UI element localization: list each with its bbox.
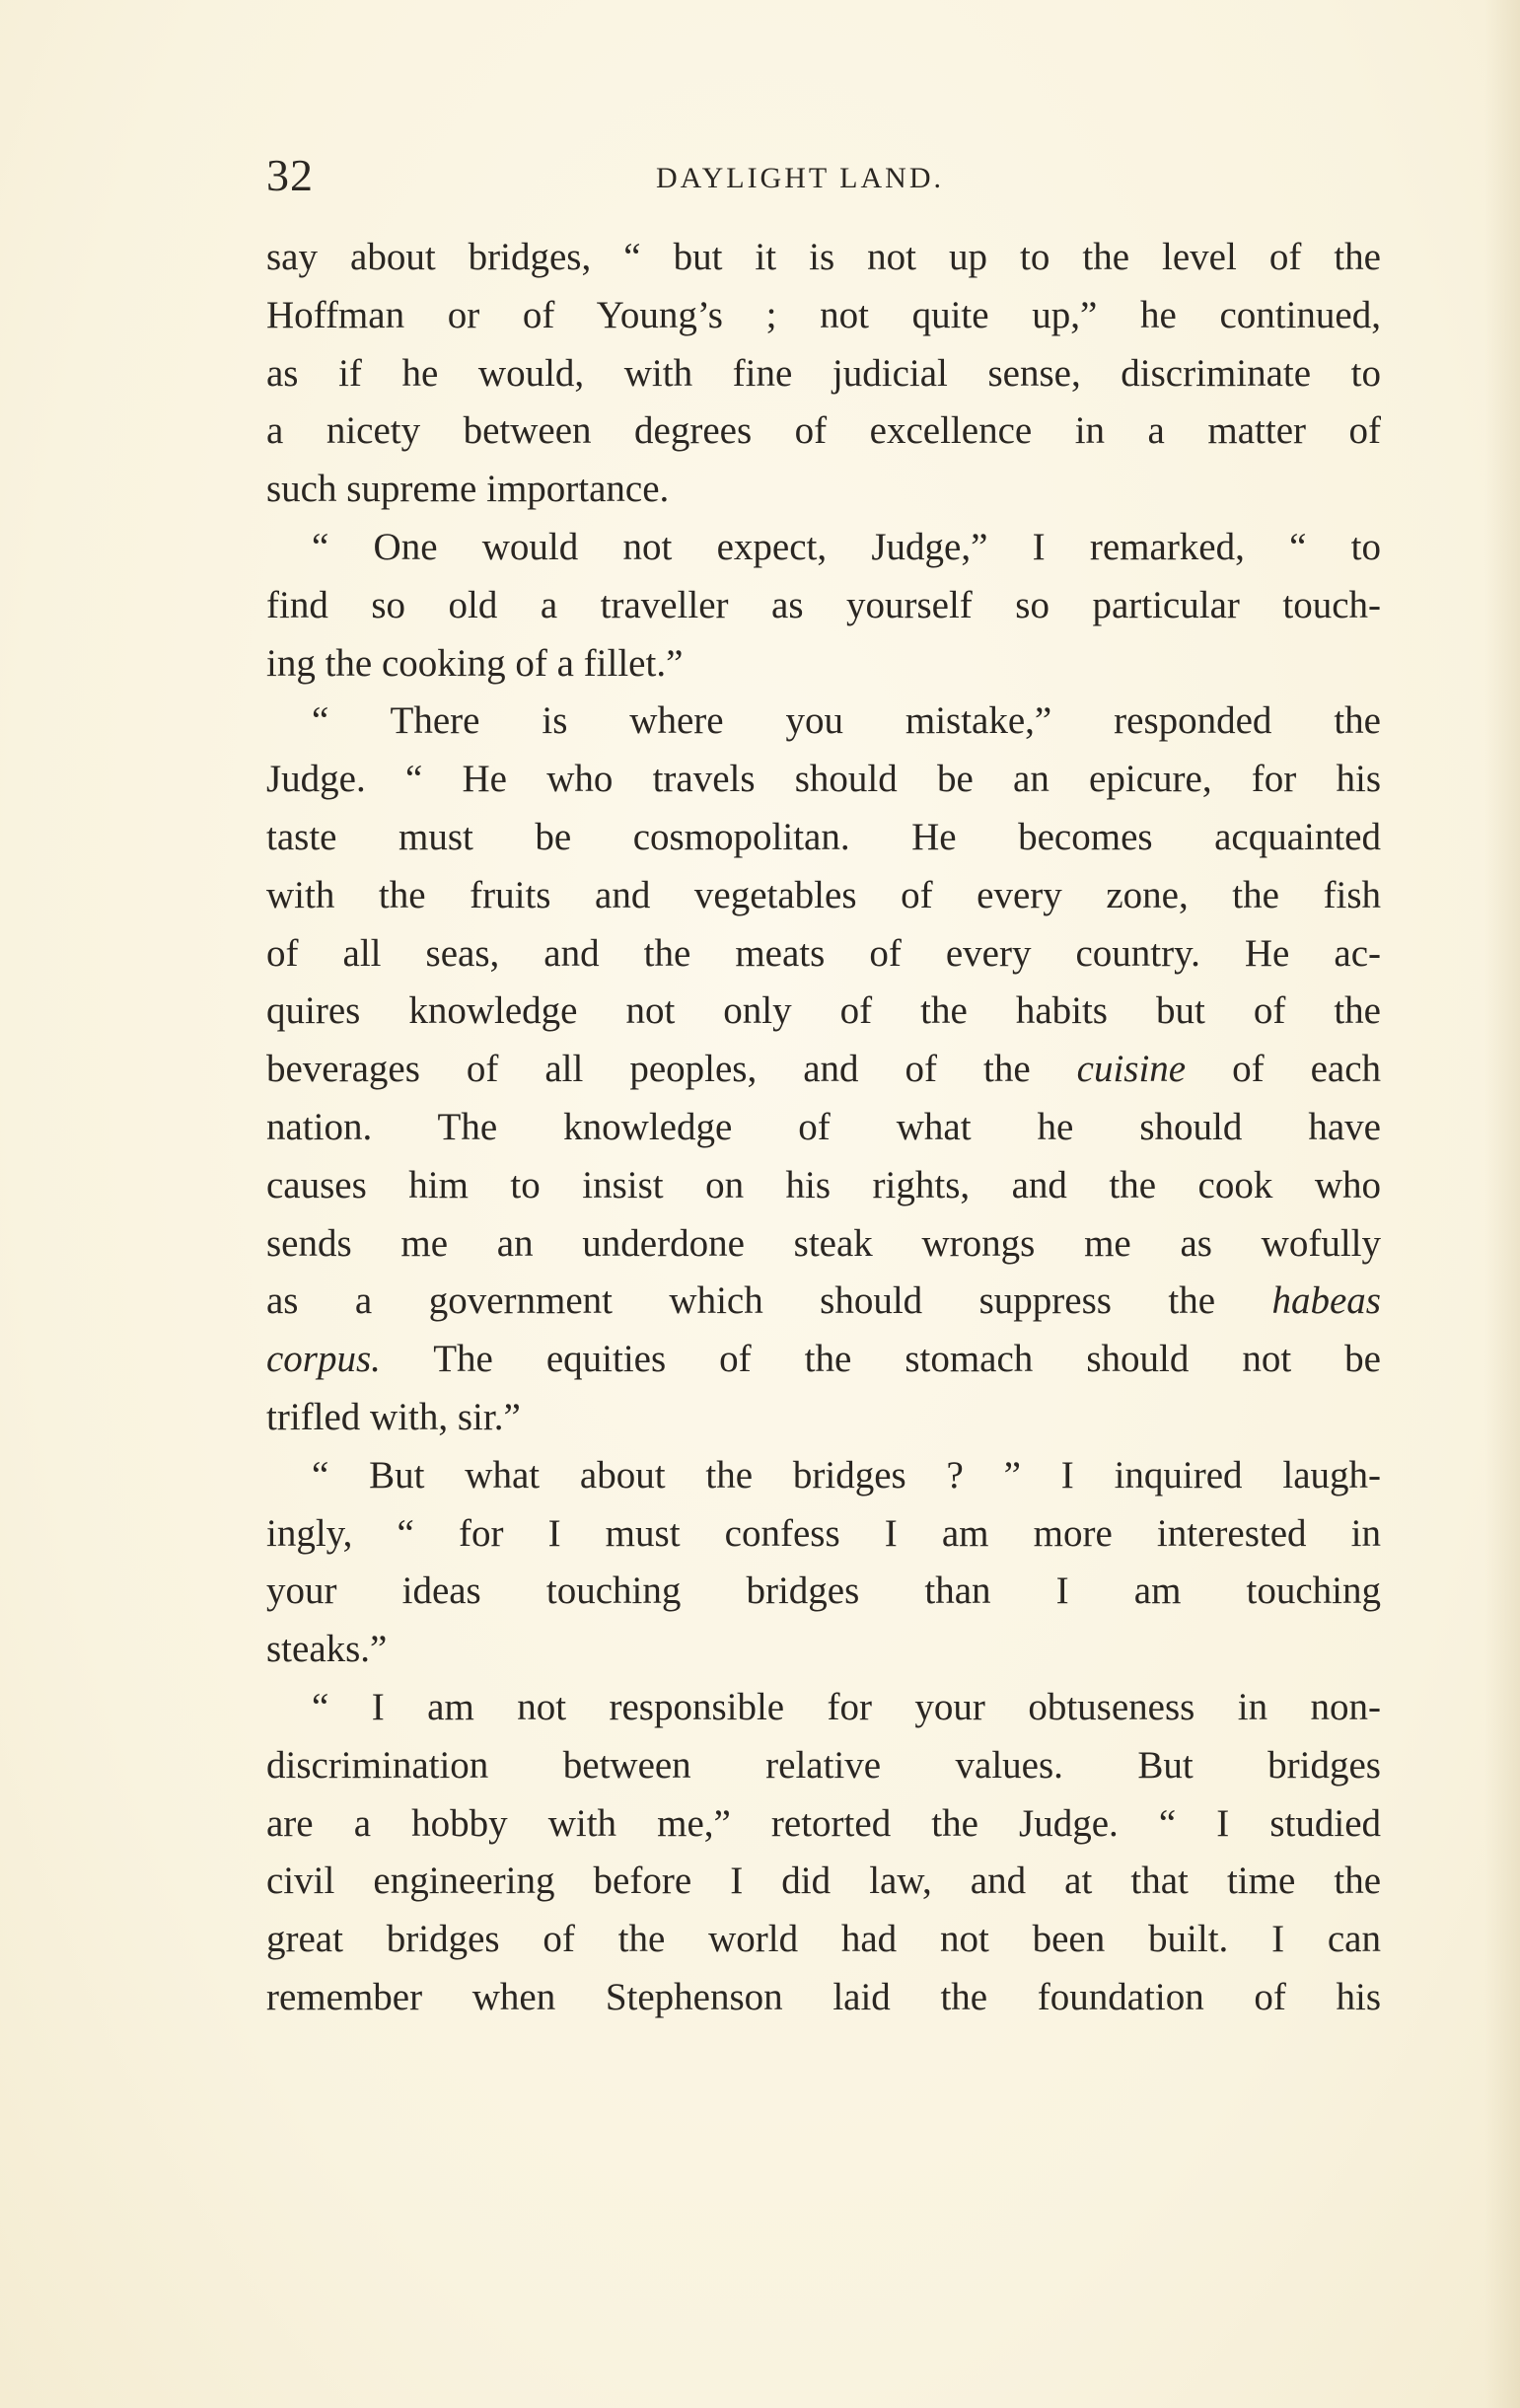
text-line: are a hobby with me,” retorted the Judge. “ I studied <box>266 1801 1381 1845</box>
text-line: nation. The knowledge of what he should have <box>266 1105 1381 1148</box>
text-line: beverages of all peoples, and of the cuisine of each <box>266 1048 1382 1091</box>
running-title: DAYLIGHT LAND. <box>656 162 944 194</box>
text-line: great bridges of the world had not been built. I can <box>266 1918 1381 1961</box>
text-line: causes him to insist on his rights, and the cook who <box>266 1163 1381 1206</box>
text-line: Hoffman or of Young’s ; not quite up,” he continued, <box>266 293 1381 336</box>
text-line: Judge. “ He who travels should be an epicure, for his <box>266 758 1381 801</box>
text-line: “ But what about the bridges ? ” I inquired laugh- <box>312 1453 1381 1496</box>
text-line: a nicety between degrees of excellence in a matter of <box>266 409 1381 453</box>
page-edge-shadow <box>1484 0 1520 2408</box>
text-line: civil engineering before I did law, and at that time the <box>266 1860 1381 1903</box>
text-line: such supreme importance. <box>266 468 670 511</box>
text-line: corpus. The equities of the stomach should not be <box>266 1338 1381 1381</box>
text-line: discrimination between relative values. But bridges <box>266 1743 1381 1787</box>
text-line: with the fruits and vegetables of every zone, the fish <box>266 873 1381 916</box>
body-text <box>266 229 1381 2027</box>
text-line: find so old a traveller as yourself so particular touch- <box>266 583 1381 626</box>
text-line: remember when Stephenson laid the foundation of his <box>266 1975 1381 2018</box>
text-line: say about bridges, “ but it is not up to the level of the <box>266 236 1381 278</box>
text-line: “ One would not expect, Judge,” I remarked, “ to <box>312 525 1381 568</box>
text-line: sends me an underdone steak wrongs me as wofully <box>266 1221 1381 1265</box>
page-number: 32 <box>266 150 314 200</box>
text-line: as if he would, with fine judicial sense, discriminate to <box>266 351 1381 395</box>
running-header <box>266 146 1381 205</box>
text-line: of all seas, and the meats of every country. He ac- <box>266 931 1381 975</box>
text-line: “ There is where you mistake,” responded the <box>312 699 1381 743</box>
text-line: quires knowledge not only of the habits but of the <box>266 989 1381 1033</box>
text-line: ingly, “ for I must confess I am more interested in <box>266 1511 1381 1555</box>
text-line: ing the cooking of a fillet.” <box>266 641 684 685</box>
text-line: your ideas touching bridges than I am touching <box>266 1569 1381 1613</box>
text-line: steaks.” <box>266 1628 388 1671</box>
text-line: “ I am not responsible for your obtuseness in non- <box>312 1685 1381 1728</box>
text-line: taste must be cosmopolitan. He becomes acquainted <box>266 815 1381 858</box>
text-line: trifled with, sir.” <box>266 1395 521 1438</box>
text-line: as a government which should suppress the habeas <box>266 1279 1381 1323</box>
